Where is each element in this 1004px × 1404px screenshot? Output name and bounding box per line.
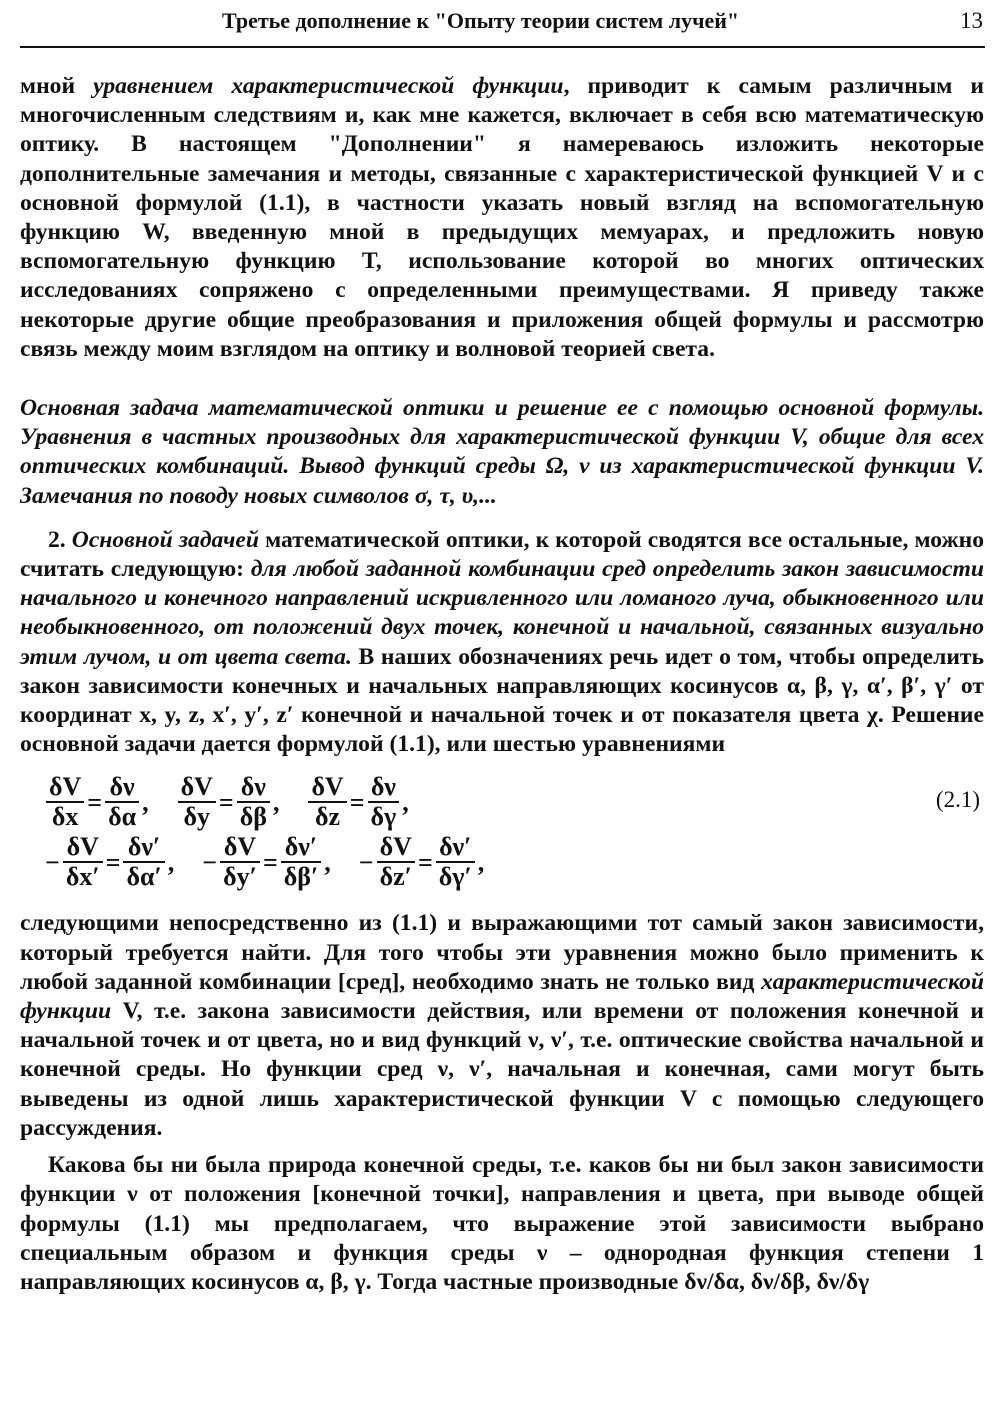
section2-italic-a: Основной задачей <box>71 526 260 553</box>
fraction-denominator: δy′ <box>223 862 257 892</box>
equals-sign: = <box>105 847 121 877</box>
running-header <box>20 0 985 48</box>
fraction-denominator: δy <box>183 802 211 832</box>
fraction <box>237 773 270 831</box>
section-heading: Основная задача математической оптики и решение ее с помощью основной формулы. Уравнения в частных производных для характеристической функции V, общие для всех оптических комбинаций. Вывод функций среды Ω, ν из характеристической функции V. Замечания по поводу новых символов σ, τ, υ,... <box>20 395 984 509</box>
fraction-numerator: δV <box>178 773 216 803</box>
minus-sign: − <box>45 847 60 877</box>
section2-text-b: математической оптики, к которой сводятся все остальные, можно считать следующую: <box>20 526 984 583</box>
fraction-denominator: δz′ <box>379 862 412 892</box>
running-title: Третье дополнение к "Опыту теории систем лучей" <box>222 8 740 33</box>
separator-comma: , <box>477 847 485 877</box>
fraction <box>436 833 475 891</box>
fraction <box>281 833 322 891</box>
after-eq-text-c: V, т.е. закона зависимости действия, или времени от положения конечной и начальной точек и от цвета, но и вид функций ν, ν′, т.е. оптические свойства начальной и конечной среды. Но функции сред ν, ν′, начальная и конечная, сами могут быть выведены из одной лишь характеристической функции V с помощью следующего рассуждения. <box>20 998 984 1141</box>
fraction-numerator: δV <box>46 773 84 803</box>
fraction-numerator: δν <box>368 773 400 803</box>
after-eq-text-a: следующими непосредственно из (1.1) и выражающими тот самый закон зависимости, который требуется найти. Для того чтобы эти уравнения можно было применить к любой заданной комбинации [сред], необходимо знать не только вид <box>20 910 984 995</box>
minus-sign: − <box>202 847 218 877</box>
fraction <box>46 773 84 831</box>
fraction <box>105 773 139 831</box>
fraction-numerator: δV <box>63 833 103 863</box>
fraction-numerator: δν <box>237 773 270 803</box>
fraction <box>123 833 164 891</box>
equals-sign: = <box>349 787 365 817</box>
equation-2-1 <box>20 769 984 897</box>
section2-paragraph <box>20 526 984 760</box>
intro-paragraph <box>20 72 984 364</box>
section2-text-d: В наших обозначениях речь идет о том, чтобы определить закон зависимости конечных и начальных направляющих косинусов α, β, γ, α′, β′, γ′ от координат x, y, z, x′, y′, z′ конечной и начальной точек и от показателя цвета χ. Решение основной задачи дается формулой (1.1), или шестью уравнениями <box>20 643 984 758</box>
separator-comma: , <box>402 787 409 817</box>
fraction-numerator: δV <box>220 833 260 863</box>
separator-comma: , <box>324 847 331 877</box>
fraction <box>63 833 103 891</box>
intro-text-a: мной <box>20 73 94 99</box>
fraction <box>377 833 415 891</box>
after-equation-paragraph <box>20 909 984 1143</box>
minus-sign: − <box>358 847 374 877</box>
section2-italic-c: для любой заданной комбинации сред определить закон зависимости начального и конечного направлений искривленного или ломаного луча, обыкновенного или необыкновенного, от положений двух точек, конечной и начальной, связанных визуально этим лучом, и от цвета света. <box>20 556 984 670</box>
page-number: 13 <box>960 8 983 33</box>
equals-sign: = <box>87 787 103 817</box>
fraction-numerator: δν <box>105 773 139 803</box>
separator-comma: , <box>167 847 175 877</box>
fraction-denominator: δx′ <box>65 862 100 892</box>
equals-sign: = <box>218 787 234 817</box>
equation-row-2 <box>44 833 485 891</box>
intro-text-c: , приводит к самым различным и многочисленным следствиям и, как мне кажется, включает в себя всю математическую оптику. В настоящем "Дополнении" я намереваюсь изложить некоторые дополнительные замечания и методы, связанные с характеристической функцией V и с основной формулой (1.1), в частности указать новый взгляд на вспомогательную функцию W, введенную мной в предыдущих мемуарах, и предложить новую вспомогательную функцию T, использование которой во многих оптических исследованиях сопряжено с определенными преимуществами. Я приведу также некоторые другие общие преобразования и приложения общей формулы и рассмотрю связь между моим взглядом на оптику и волновой теорией света. <box>20 73 984 362</box>
fraction-numerator: δν′ <box>436 833 475 863</box>
fraction-numerator: δV <box>308 773 346 803</box>
fraction-denominator: δβ <box>239 802 267 832</box>
separator-comma: , <box>142 787 149 817</box>
last-paragraph: Какова бы ни была природа конечной среды, т.е. каков бы ни был закон зависимости функции ν от положения [конечной точки], направления и цвета, при выводе общей формулы (1.1) мы предполагаем, что выражение этой зависимости выбрано специальным образом и функция среды ν – однородная функция степени 1 направляющих косинусов α, β, γ. Тогда частные производные δν/δα, δν/δβ, δν/δγ <box>20 1152 984 1295</box>
fraction-denominator: δz <box>315 802 341 832</box>
fraction-denominator: δα′ <box>126 862 162 892</box>
fraction-numerator: δν′ <box>281 833 322 863</box>
fraction-denominator: δβ′ <box>283 862 319 892</box>
section-number: 2. <box>48 526 72 553</box>
separator-comma: , <box>272 787 280 817</box>
equals-sign: = <box>417 847 433 877</box>
fraction-denominator: δα <box>108 802 137 832</box>
fraction <box>178 773 216 831</box>
intro-text-italic: уравнением характеристической функции <box>93 73 564 99</box>
fraction-numerator: δν′ <box>123 833 164 863</box>
fraction <box>308 773 346 831</box>
fraction <box>368 773 400 831</box>
fraction-denominator: δγ′ <box>438 862 472 892</box>
equals-sign: = <box>262 847 278 877</box>
fraction-numerator: δV <box>377 833 415 863</box>
equation-number: (2.1) <box>935 787 980 813</box>
fraction <box>220 833 260 891</box>
page-body <box>20 72 984 1297</box>
equation-row-1 <box>44 773 410 831</box>
fraction-denominator: δγ <box>370 802 397 832</box>
fraction-denominator: δx <box>51 802 79 832</box>
after-eq-italic-b: характеристической функции <box>20 968 984 1025</box>
